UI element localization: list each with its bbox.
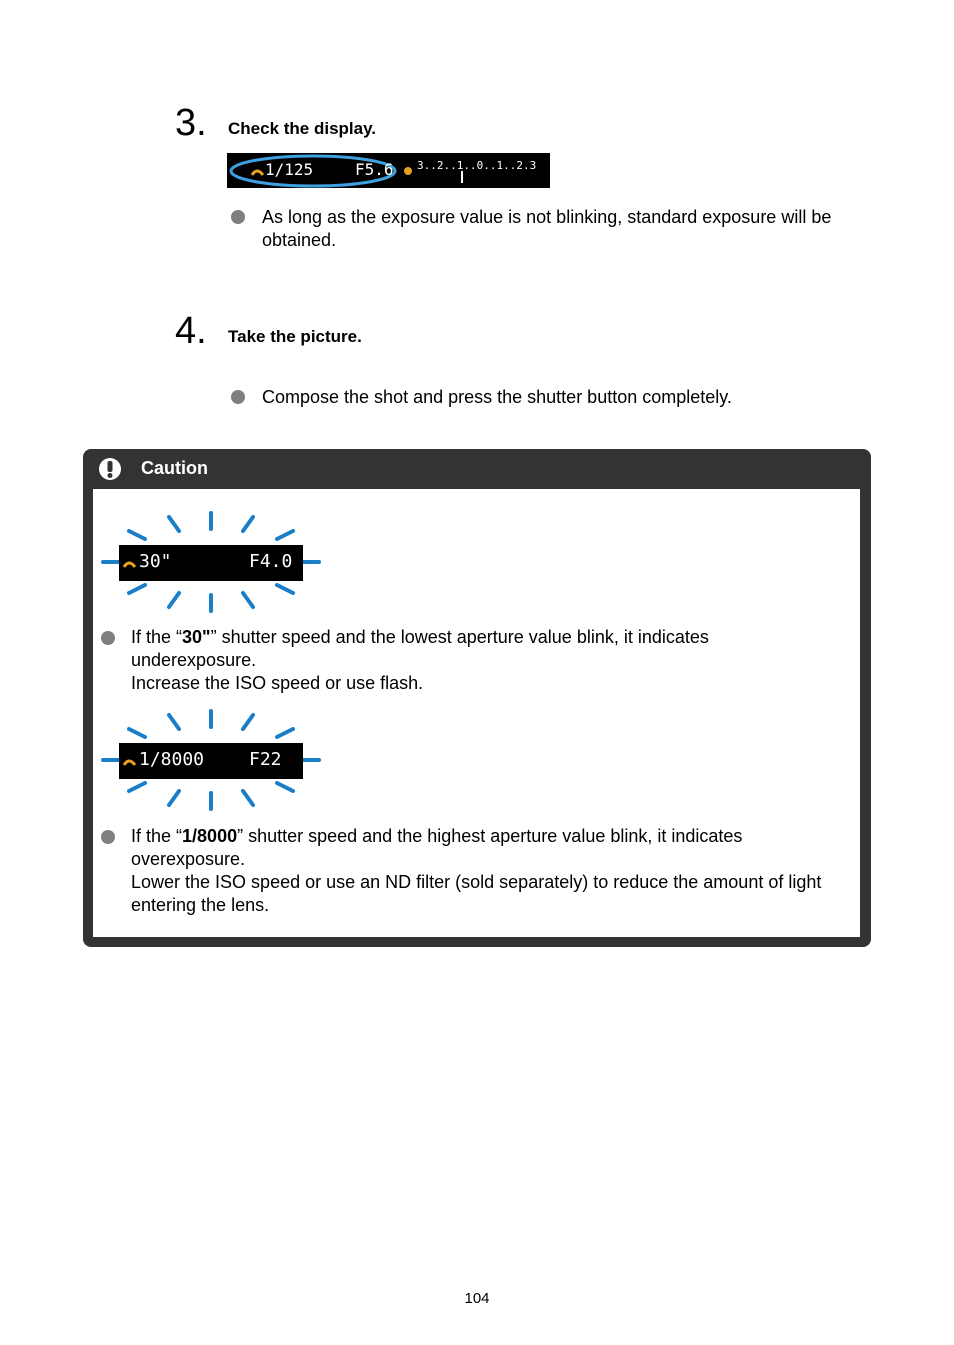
text-bold: 1/8000 [182,826,238,846]
text-pre: If the “ [131,826,183,846]
caution-title: Caution [141,458,208,478]
underexposure-text [131,626,771,695]
text-post: ” shutter speed and the highest aperture value blink, it indicates overexposure. [131,826,743,869]
text-bold: 30" [182,627,211,647]
display-exposure-scale: 3..2..1..0..1..2.3 [417,159,537,172]
bullet-dot [101,631,115,645]
display-aperture: F4.0 [249,551,293,572]
text-pre: If the “ [131,627,183,647]
step-3-number: 3. [175,102,207,144]
display-shutter: 1/8000 [139,749,205,770]
overexposure-text [131,825,841,917]
blink-rays-icon [99,707,323,813]
bullet-dot [231,390,245,404]
text-line2: Increase the ISO speed or use flash. [131,673,424,693]
display-aperture: F22 [249,749,282,770]
step-3-title: Check the display. [228,119,377,138]
caution-exclamation-icon [98,457,122,481]
step-4-bullet: Compose the shot and press the shutter button completely. [262,387,732,407]
step-4-title: Take the picture. [228,327,362,346]
step-3-bullet: As long as the exposure value is not blinking, standard exposure will be obtained. [262,207,832,250]
text-line2: Lower the ISO speed or use an ND filter (sold separately) to reduce the amount of light entering the lens. [131,872,822,915]
display-shutter: 30" [139,551,172,572]
blink-display-overexposure [99,707,323,813]
caution-box [83,449,871,947]
step-4-number: 4. [175,310,207,352]
blink-display-underexposure [99,509,323,615]
text-post: ” shutter speed and the lowest aperture value blink, it indicates underexposure. [131,627,709,670]
display-aperture: F5.6 [355,160,394,179]
page-number: 104 [464,1290,490,1307]
bullet-dot [231,210,245,224]
caution-content [93,489,860,937]
exposure-display [227,153,550,188]
bullet-dot [101,830,115,844]
display-shutter: 1/125 [265,160,314,179]
